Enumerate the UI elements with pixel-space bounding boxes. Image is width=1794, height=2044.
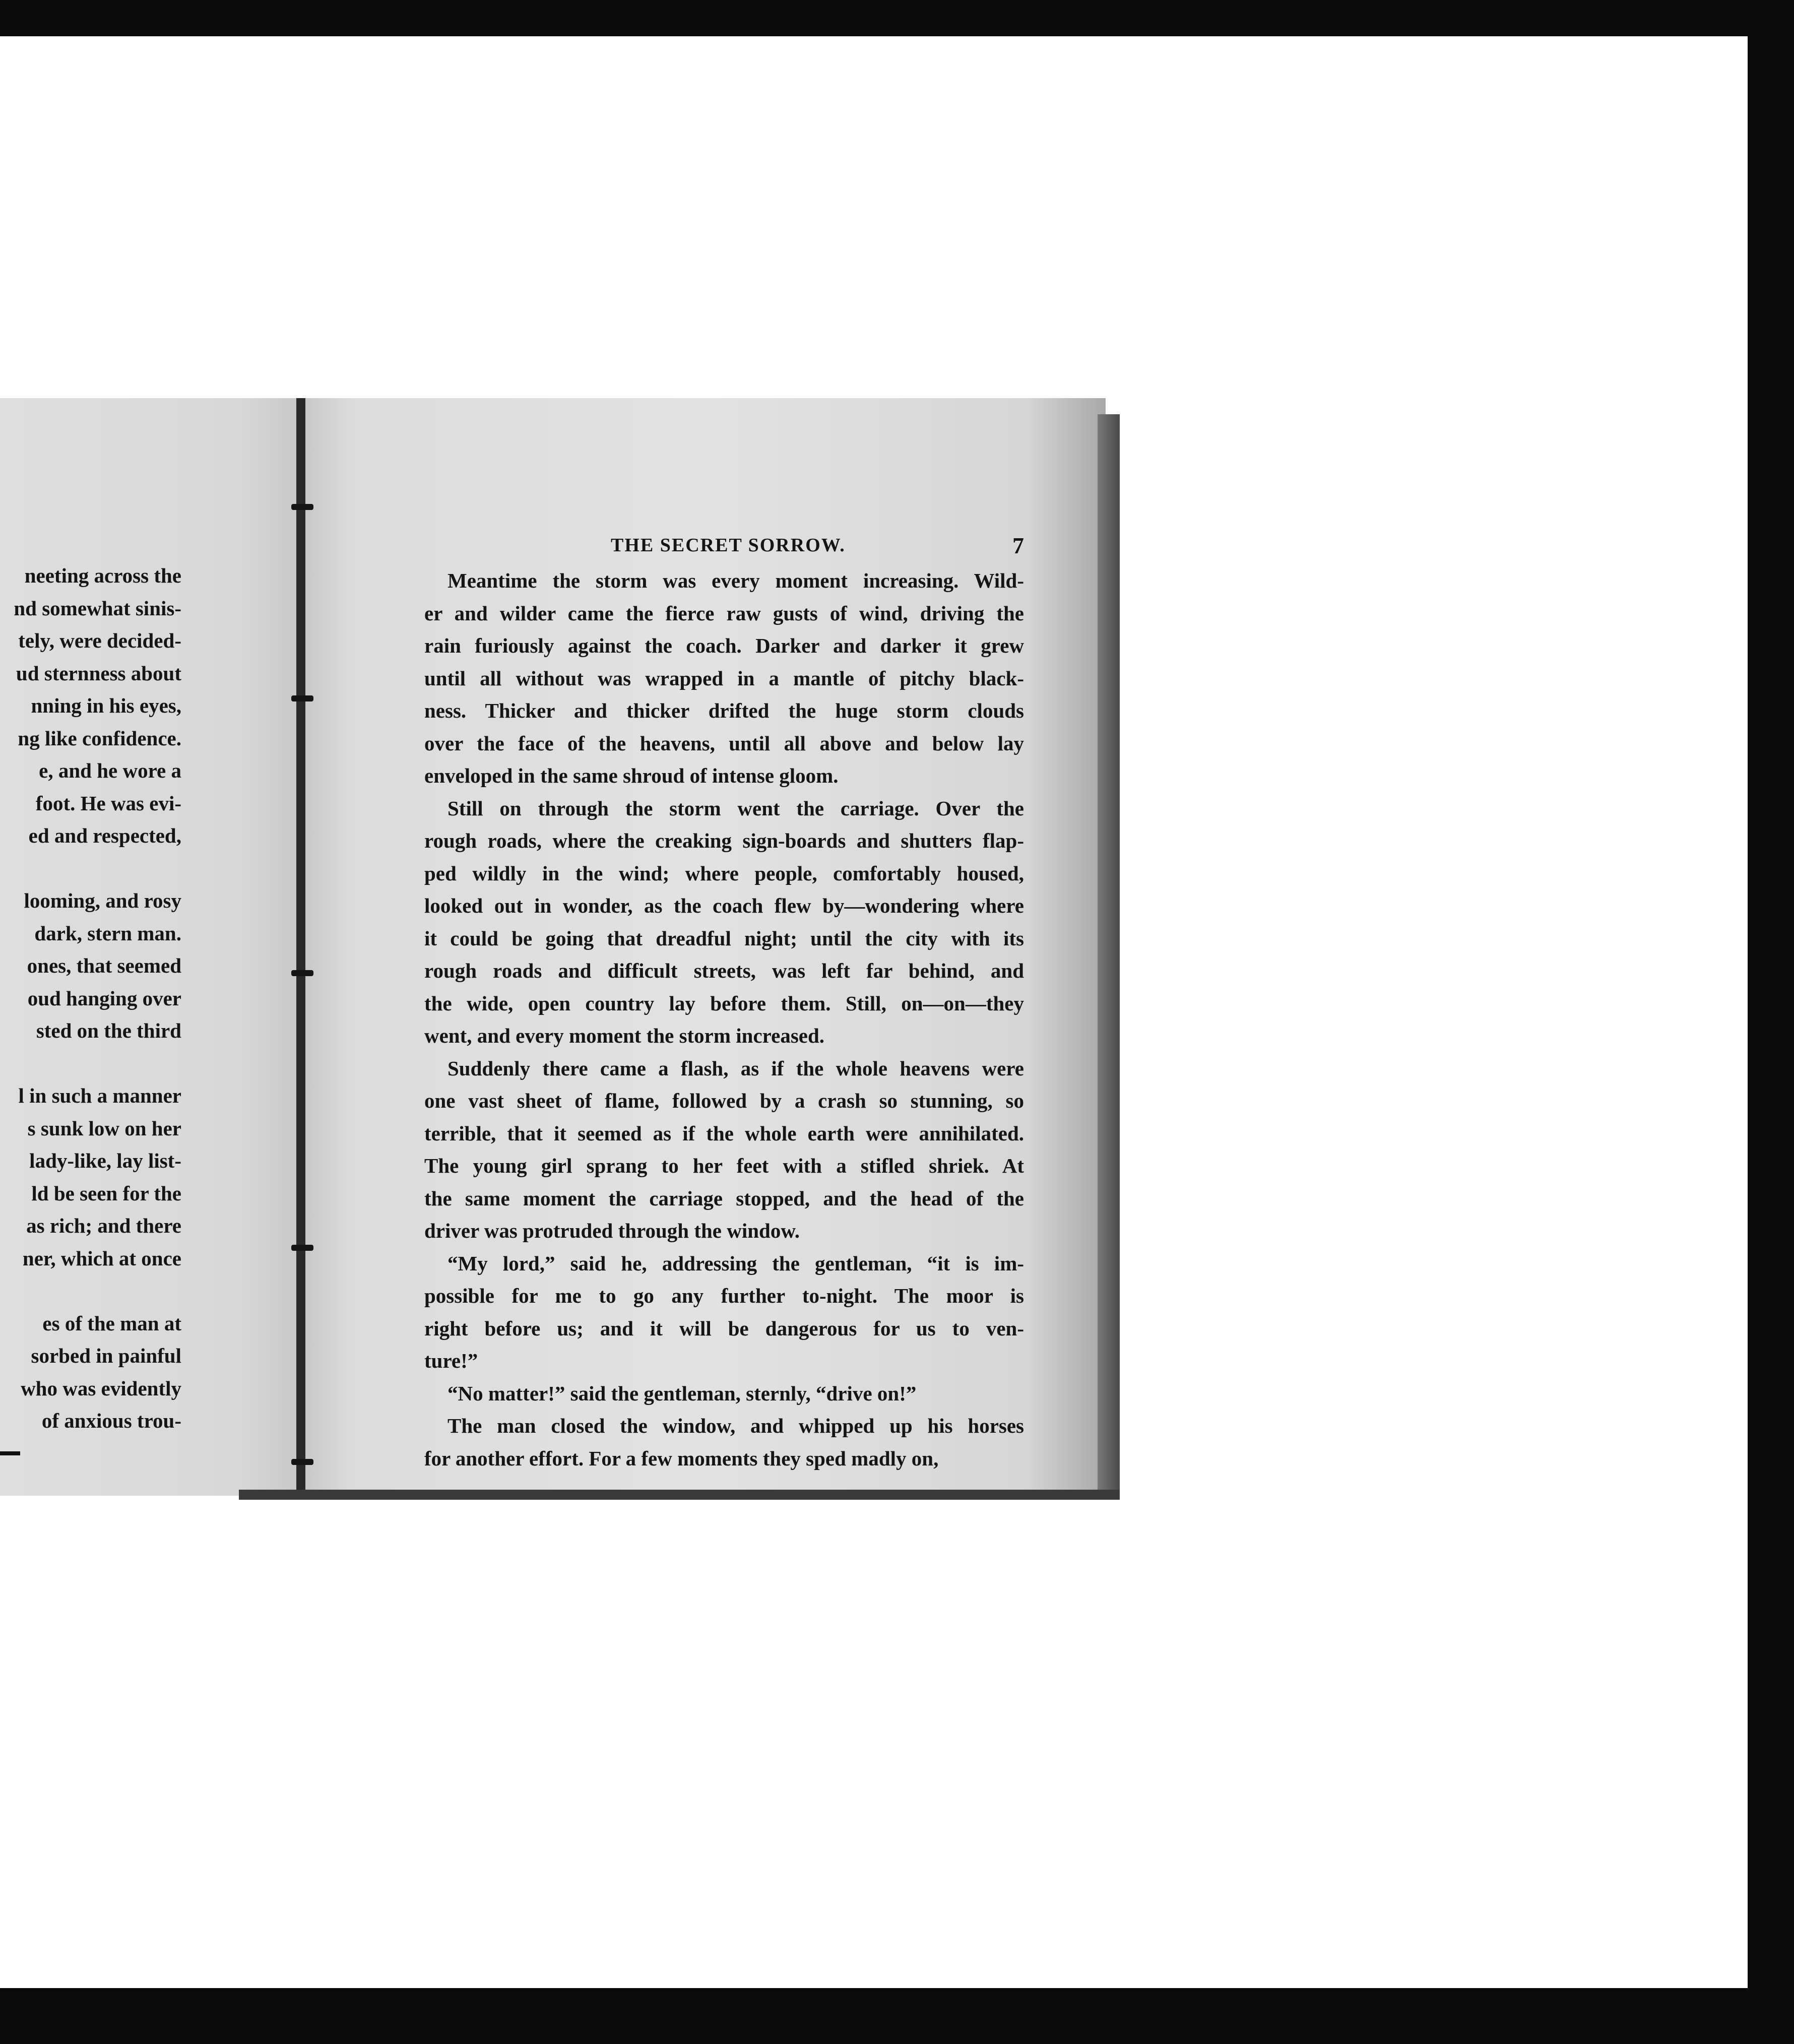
text-line: l in such a manner bbox=[18, 1084, 181, 1107]
paragraph bbox=[424, 1052, 1024, 1247]
body-paragraphs bbox=[424, 564, 1024, 1475]
text-line: ud sternness about bbox=[16, 661, 181, 685]
text-line: it could be going that dreadful night; until the city with its bbox=[424, 926, 1024, 950]
text-line: lady-like, lay list- bbox=[29, 1149, 181, 1172]
text-line: the same moment the carriage stopped, and the head of the bbox=[424, 1186, 1024, 1210]
text-line: driver was protruded through the window. bbox=[424, 1219, 800, 1242]
scan-border-bottom bbox=[0, 1988, 1794, 2044]
text-line: The man closed the window, and whipped up his horses bbox=[447, 1414, 1024, 1437]
text-line: possible for me to go any further to-night. The moor is bbox=[424, 1284, 1024, 1307]
text-line: dark, stern man. bbox=[34, 921, 181, 945]
text-line: es of the man at bbox=[42, 1311, 181, 1335]
text-line: went, and every moment the storm increased. bbox=[424, 1024, 825, 1047]
page-number: 7 bbox=[1012, 533, 1024, 558]
text-line: sorbed in painful bbox=[31, 1344, 181, 1367]
text-line: The young girl sprang to her feet with a stifled shriek. At bbox=[424, 1154, 1024, 1177]
paragraph bbox=[424, 1247, 1024, 1377]
text-line: of anxious trou- bbox=[41, 1409, 181, 1432]
text-line: as rich; and there bbox=[26, 1214, 181, 1237]
paragraph bbox=[424, 1377, 1024, 1410]
binding-stitch bbox=[291, 504, 313, 510]
text-line: “My lord,” said he, addressing the gentleman, “it is im- bbox=[447, 1251, 1024, 1275]
text-line: ped wildly in the wind; where people, comfortably housed, bbox=[424, 861, 1024, 885]
left-page-text bbox=[0, 559, 181, 1437]
text-line: ones, that seemed bbox=[27, 954, 181, 977]
text-line: foot. He was evi- bbox=[35, 791, 181, 815]
text-line: ness. Thicker and thicker drifted the huge storm clouds bbox=[424, 699, 1024, 722]
binding-stitch bbox=[291, 695, 313, 701]
page-header bbox=[424, 524, 1024, 564]
text-line: “No matter!” said the gentleman, sternly, “drive on!” bbox=[447, 1381, 917, 1405]
text-line: until all without was wrapped in a mantle of pitchy black- bbox=[424, 666, 1024, 690]
text-line: Suddenly there came a flash, as if the whole heavens were bbox=[447, 1056, 1024, 1080]
text-line: ld be seen for the bbox=[31, 1181, 181, 1205]
text-line: right before us; and it will be dangerous for us to ven- bbox=[424, 1316, 1024, 1340]
binding-stitch bbox=[291, 1459, 313, 1465]
running-title: THE SECRET SORROW. bbox=[611, 535, 846, 556]
page-edge-shadow bbox=[1098, 414, 1120, 1493]
book-gutter bbox=[296, 398, 305, 1496]
paragraph-gap bbox=[0, 1274, 181, 1307]
text-line: sted on the third bbox=[36, 1019, 181, 1042]
text-line: er and wilder came the fierce raw gusts of wind, driving the bbox=[424, 601, 1024, 625]
text-line: Still on through the storm went the carriage. Over the bbox=[447, 796, 1024, 820]
text-line: rough roads and difficult streets, was left far behind, and bbox=[424, 959, 1024, 982]
binding-stitch bbox=[291, 1245, 313, 1251]
text-line: s sunk low on her bbox=[27, 1116, 181, 1140]
text-line: for another effort. For a few moments they sped madly on, bbox=[424, 1446, 939, 1470]
paragraph-gap bbox=[0, 1047, 181, 1080]
text-line: Meantime the storm was every moment increasing. Wild- bbox=[447, 569, 1024, 592]
binding-stitch bbox=[291, 970, 313, 976]
text-line: the wide, open country lay before them. Still, on—on—they bbox=[424, 991, 1024, 1015]
text-line: oud hanging over bbox=[27, 986, 181, 1010]
paragraph-gap bbox=[0, 852, 181, 885]
book-bottom-edge bbox=[239, 1490, 1120, 1500]
text-line: ture!” bbox=[424, 1349, 478, 1372]
text-line: neeting across the bbox=[24, 564, 181, 587]
text-line: ng like confidence. bbox=[18, 726, 181, 750]
paragraph bbox=[424, 1410, 1024, 1475]
paragraph bbox=[424, 564, 1024, 792]
text-line: ner, which at once bbox=[22, 1246, 181, 1270]
text-line: over the face of the heavens, until all above and below lay bbox=[424, 731, 1024, 755]
text-line: looked out in wonder, as the coach flew by—wondering where bbox=[424, 894, 1024, 917]
right-page-text bbox=[424, 524, 1024, 1475]
left-page-rule bbox=[0, 1451, 20, 1455]
text-line: looming, and rosy bbox=[24, 889, 181, 912]
text-line: tely, were decided- bbox=[18, 629, 181, 652]
paragraph bbox=[424, 792, 1024, 1052]
text-line: nning in his eyes, bbox=[31, 694, 181, 717]
text-line: rough roads, where the creaking sign-boards and shutters flap- bbox=[424, 829, 1024, 852]
text-line: who was evidently bbox=[21, 1376, 181, 1400]
text-line: e, and he wore a bbox=[39, 759, 181, 782]
text-line: terrible, that it seemed as if the whole earth were annihilated. bbox=[424, 1121, 1024, 1145]
text-line: nd somewhat sinis- bbox=[14, 596, 181, 620]
text-line: rain furiously against the coach. Darker and darker it grew bbox=[424, 634, 1024, 657]
scan-border-top bbox=[0, 0, 1794, 36]
text-line: enveloped in the same shroud of intense gloom. bbox=[424, 764, 839, 787]
text-line: one vast sheet of flame, followed by a crash so stunning, so bbox=[424, 1089, 1024, 1112]
text-line: ed and respected, bbox=[28, 824, 181, 847]
scan-border-right bbox=[1748, 0, 1794, 2044]
